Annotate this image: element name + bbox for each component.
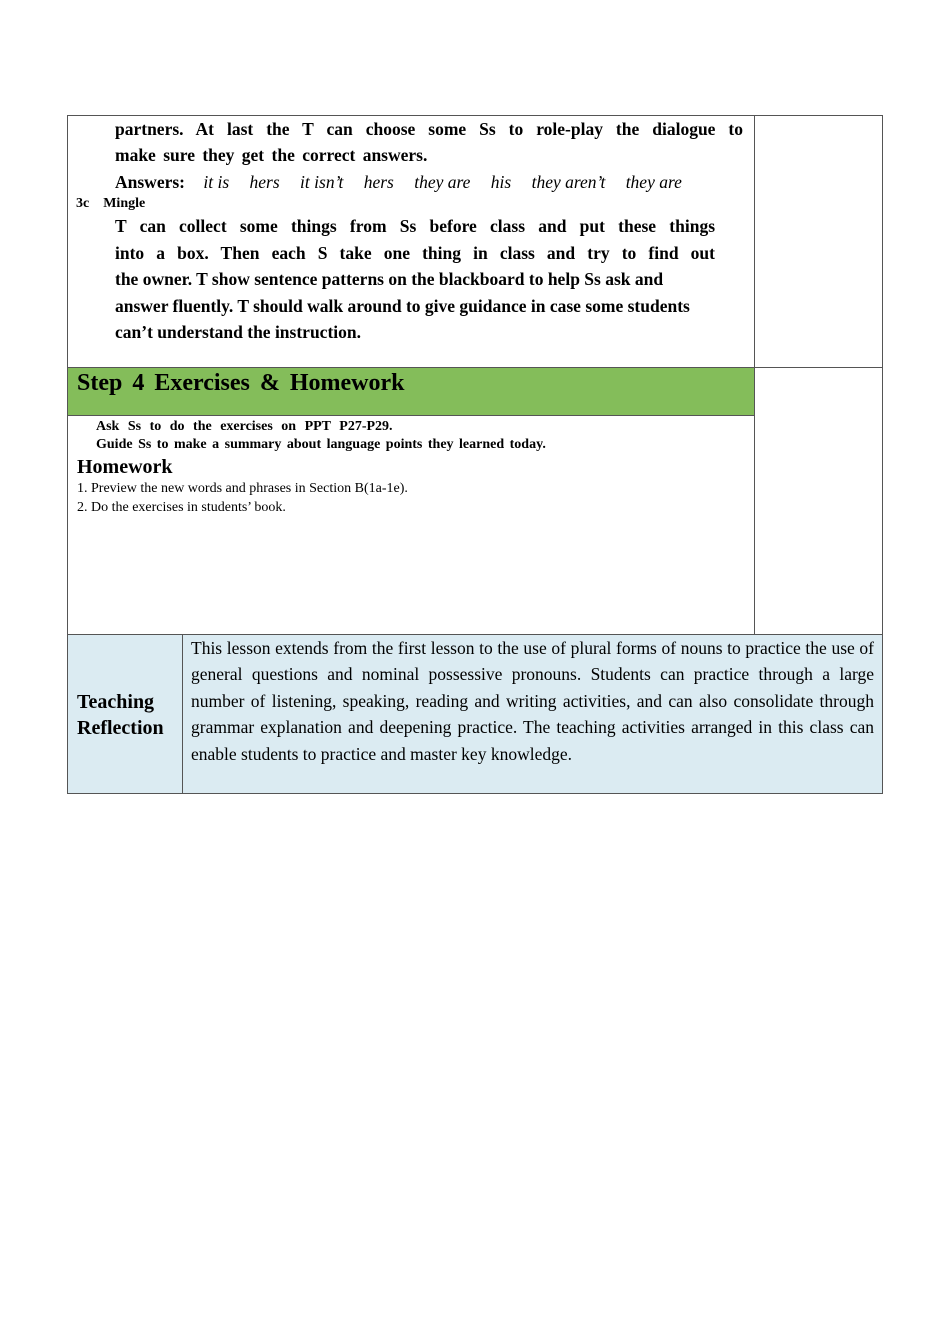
reflection-label-line-2: Reflection bbox=[77, 717, 164, 739]
step4-header bbox=[68, 368, 754, 416]
answer-item: hers bbox=[249, 172, 280, 192]
activity-row bbox=[68, 116, 883, 368]
step4-body bbox=[68, 416, 754, 634]
reflection-label-line-1: Teaching bbox=[77, 691, 155, 713]
answer-item: it isn’t bbox=[300, 172, 344, 192]
notes-cell bbox=[755, 368, 883, 635]
section-heading-3c bbox=[76, 196, 145, 212]
mingle-line: can’t understand the instruction. bbox=[115, 322, 361, 342]
mingle-line: the owner. T show sentence patterns on the blackboard to help Ss ask and bbox=[115, 269, 664, 289]
answer-item: it is bbox=[203, 172, 230, 192]
mingle-line: into a box. Then each S take one thing in class and try to find out bbox=[115, 242, 715, 263]
section-code: 3c bbox=[76, 196, 90, 211]
answers-line bbox=[115, 169, 698, 195]
step4-content-cell bbox=[68, 368, 755, 635]
answer-item: they aren’t bbox=[531, 172, 606, 192]
reflection-text: This lesson extends from the first lesson to the use of plural forms of nouns to practice the use of general questions and nominal possessive pronouns. Students can practice through a large number of listening, speaking, reading and writing activities, and can also consolidate through grammar explanation and deepening practice. The teaching activities arranged in this class can enable students to practice and master key knowledge. bbox=[191, 638, 874, 764]
lesson-plan-table bbox=[67, 115, 883, 794]
notes-cell bbox=[755, 116, 883, 368]
answer-item: hers bbox=[363, 172, 394, 192]
reflection-label bbox=[77, 689, 164, 741]
answer-item: his bbox=[490, 172, 512, 192]
reflection-label-cell bbox=[68, 635, 183, 794]
role-play-paragraph-line-1: partners. At last the T can choose some Ss to role-play the dialogue to bbox=[115, 119, 743, 139]
step4-title: Step 4 Exercises & Homework bbox=[77, 370, 405, 396]
reflection-text-cell bbox=[183, 635, 883, 794]
exercise-instruction: Ask Ss to do the exercises on PPT P27-P29. bbox=[96, 419, 393, 434]
homework-item: 2. Do the exercises in students’ book. bbox=[77, 500, 286, 515]
mingle-paragraph bbox=[115, 213, 743, 346]
mingle-line: answer fluently. T should walk around to give guidance in case some students bbox=[115, 295, 690, 316]
answers-label: Answers: bbox=[115, 172, 185, 192]
reflection-row bbox=[68, 635, 883, 794]
exercise-instruction: Guide Ss to make a summary about language points they learned today. bbox=[96, 437, 546, 452]
activity-content-cell bbox=[68, 116, 755, 368]
section-name: Mingle bbox=[103, 196, 146, 211]
answer-item: they are bbox=[625, 172, 682, 192]
mingle-line: T can collect some things from Ss before class and put these things bbox=[115, 216, 715, 236]
homework-heading: Homework bbox=[77, 456, 173, 478]
role-play-paragraph-line-2: make sure they get the correct answers. bbox=[115, 145, 428, 165]
step4-row bbox=[68, 368, 883, 635]
homework-item: 1. Preview the new words and phrases in Section B(1a-1e). bbox=[77, 481, 408, 496]
answer-item: they are bbox=[414, 172, 471, 192]
